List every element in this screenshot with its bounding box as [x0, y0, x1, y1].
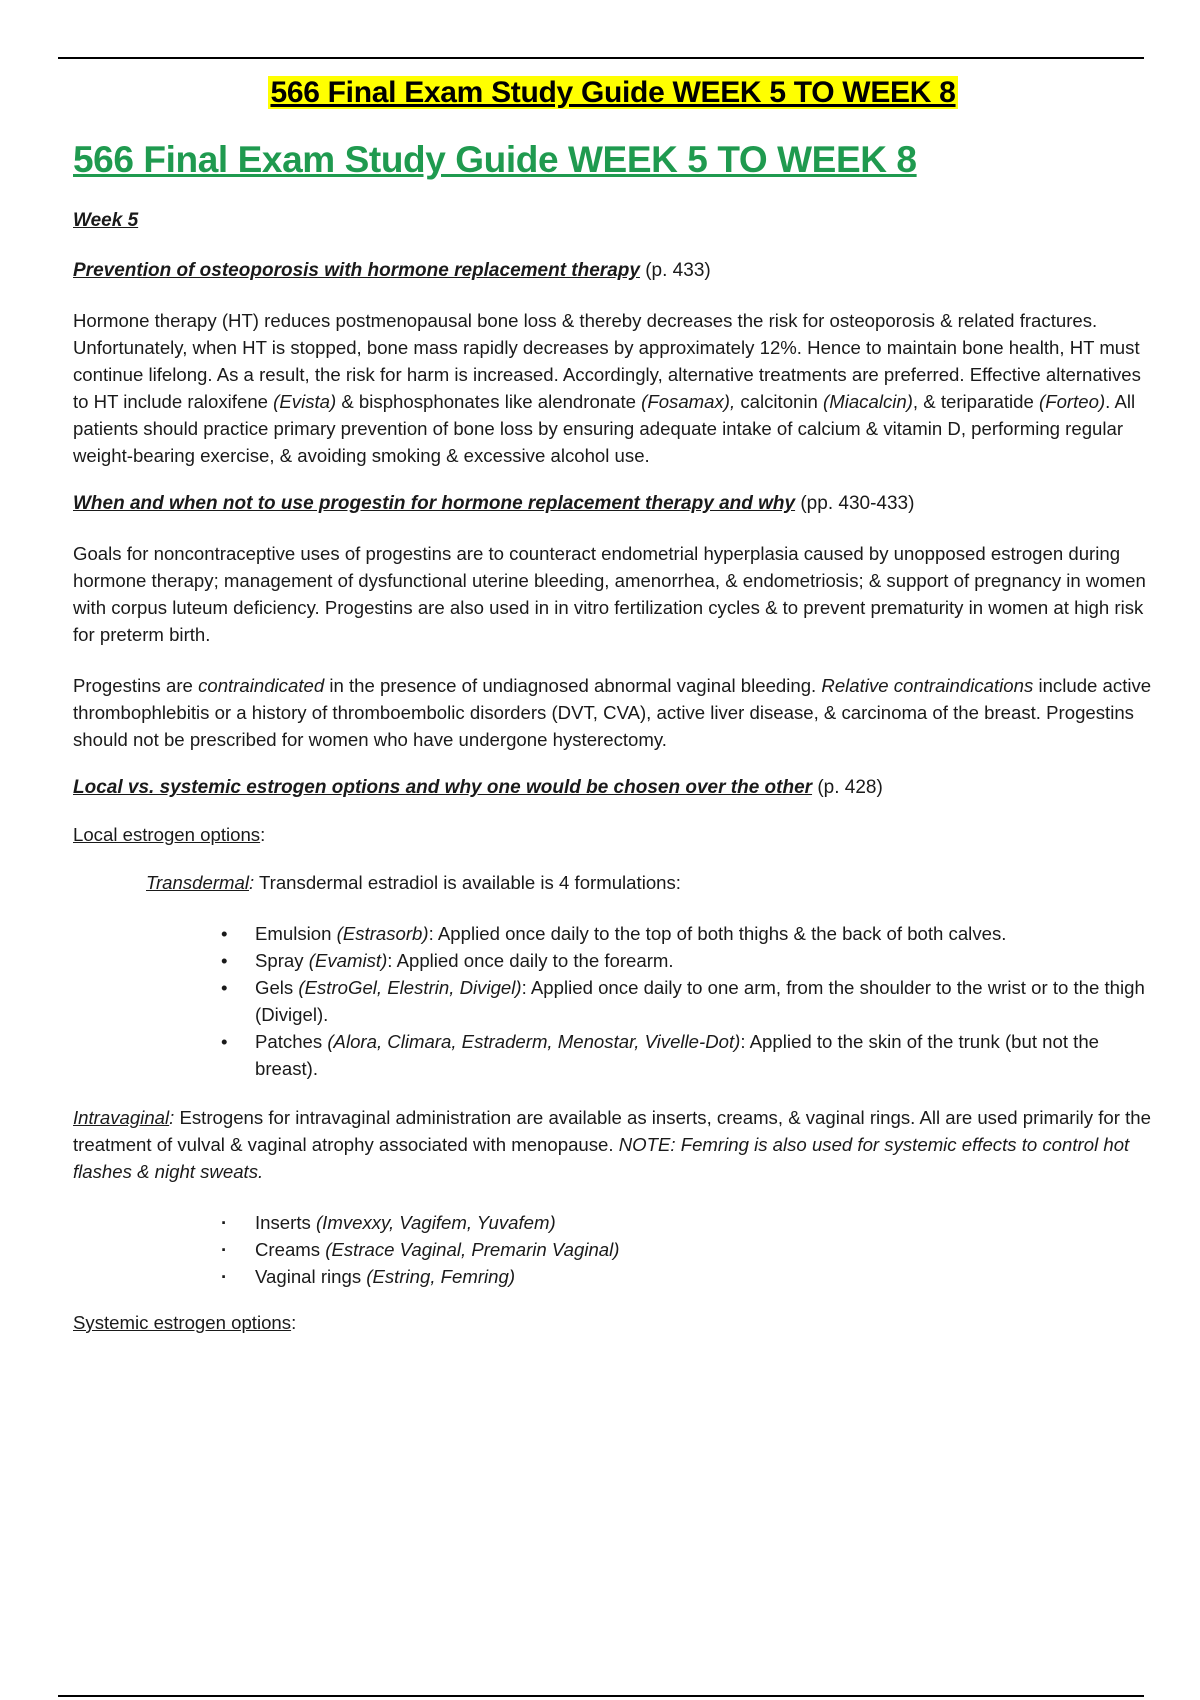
paragraph-osteoporosis	[73, 307, 1153, 469]
text-run: Hormone therapy (HT) reduces postmenopausal bone loss & thereby decreases the risk for osteoporosis & related fractures. Unfortunately, when HT is stopped, bone mass rapidly decreases by approximately 12%. Hence to maintain bone health, HT must continue lifelong. As a result, the risk for harm is increased. Accordingly, alternative treatments are preferred. Effective alternatives to HT include raloxifene	[73, 310, 1141, 412]
text-run: Transdermal estradiol is available is 4 formulations:	[254, 872, 681, 893]
week-heading: Week 5	[73, 210, 139, 231]
highlighted-title	[73, 76, 1153, 116]
bottom-rule	[58, 1695, 1144, 1697]
note: NOTE: Femring is also used for systemic effects to control hot flashes & night sweats.	[73, 1134, 1130, 1182]
subheading-text: Transdermal	[146, 872, 249, 893]
brand-name: (Forteo)	[1039, 391, 1106, 412]
text-run: . All patients should practice primary prevention of bone loss by ensuring adequate intake of calcium & vitamin D, performing regular weight-bearing exercise, & avoiding smoking & excessive alcohol use.	[73, 391, 1136, 466]
subheading-text: Systemic estrogen options	[73, 1312, 292, 1333]
document-page	[73, 76, 1153, 1360]
list-item: • Emulsion (Estrasorb): Applied once daily to the top of both thighs & the back of both calves.	[221, 920, 1153, 947]
text-run: in the presence of undiagnosed abnormal vaginal bleeding.	[324, 675, 822, 696]
page-title: 566 Final Exam Study Guide WEEK 5 TO WEEK 8	[73, 139, 917, 180]
systemic-estrogen-label: Systemic estrogen options:	[73, 1312, 297, 1333]
highlighted-title-text: 566 Final Exam Study Guide WEEK 5 TO WEEK 8	[270, 76, 956, 109]
transdermal-list	[221, 920, 1153, 1082]
section-heading-text: Prevention of osteoporosis with hormone replacement therapy	[73, 260, 640, 281]
subheading-text: Intravaginal	[73, 1107, 170, 1128]
list-item: • Patches (Alora, Climara, Estraderm, Menostar, Vivelle-Dot): Applied to the skin of the trunk (but not the breast).	[221, 1028, 1153, 1082]
text-run: , & teriparatide	[912, 391, 1040, 412]
paragraph-intravaginal: Intravaginal: Estrogens for intravaginal administration are available as inserts, creams, & vaginal rings. All are used primarily for the treatment of vulval & vaginal atrophy associated with menopause. NOTE: Femring is also used for systemic effects to control hot flashes & night sweats.	[73, 1107, 1151, 1182]
brand-name: (Fosamax),	[641, 391, 736, 412]
paragraph-progestin-contraindications	[73, 672, 1153, 753]
section-heading-text: Local vs. systemic estrogen options and why one would be chosen over the other	[73, 777, 813, 798]
page-reference: (pp. 430-433)	[795, 493, 915, 514]
transdermal-intro: Transdermal: Transdermal estradiol is available is 4 formulations:	[146, 872, 681, 893]
list-item: · Vaginal rings (Estring, Femring)	[221, 1263, 1153, 1290]
page-reference: (p. 428)	[812, 777, 883, 798]
list-item: • Gels (EstroGel, Elestrin, Divigel): Applied once daily to one arm, from the shoulder to the wrist or to the thigh (Divigel).	[221, 974, 1153, 1028]
brand-name: (Miacalcin)	[823, 391, 913, 412]
list-item: · Creams (Estrace Vaginal, Premarin Vaginal)	[221, 1236, 1153, 1263]
text-run: include active thrombophlebitis or a history of thromboembolic disorders (DVT, CVA), active liver disease, & carcinoma of the breast. Progestins should not be prescribed for women who have undergone hysterectomy.	[73, 675, 1152, 750]
section-heading-progestin	[73, 493, 1153, 515]
subheading-text: Local estrogen options	[73, 824, 261, 845]
list-item: · Inserts (Imvexxy, Vagifem, Yuvafem)	[221, 1209, 1153, 1236]
emphasis: Relative contraindications	[821, 675, 1034, 696]
brand-name: (Evista)	[273, 391, 337, 412]
top-rule	[58, 57, 1144, 59]
text-run: Progestins are	[73, 675, 199, 696]
section-heading-estrogen	[73, 777, 1153, 799]
text-run: & bisphosphonates like alendronate	[336, 391, 642, 412]
intravaginal-list	[221, 1209, 1153, 1290]
emphasis: contraindicated	[198, 675, 325, 696]
text-run: calcitonin	[735, 391, 824, 412]
page-reference: (p. 433)	[639, 260, 711, 281]
paragraph-progestin-goals: Goals for noncontraceptive uses of progestins are to counteract endometrial hyperplasia caused by unopposed estrogen during hormone therapy; management of dysfunctional uterine bleeding, amenorrhea, & endometriosis; & support of pregnancy in women with corpus luteum deficiency. Progestins are also used in in vitro fertilization cycles & to prevent prematurity in women at high risk for preterm birth.	[73, 543, 1146, 645]
section-heading-text: When and when not to use progestin for hormone replacement therapy and why	[73, 493, 796, 514]
section-heading-osteoporosis	[73, 260, 1153, 282]
text-run: Estrogens for intravaginal administration are available as inserts, creams, & vaginal rings. All are used primarily for the treatment of vulval & vaginal atrophy associated with menopause.	[73, 1107, 1151, 1155]
list-item: • Spray (Evamist): Applied once daily to the forearm.	[221, 947, 1153, 974]
local-estrogen-label: Local estrogen options:	[73, 824, 266, 845]
